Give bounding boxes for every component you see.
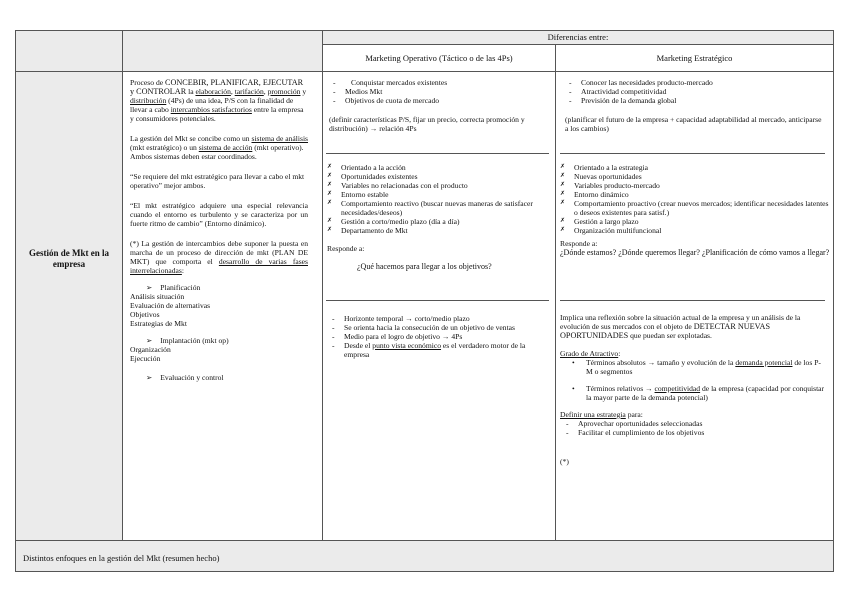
- operativo-cell: [322, 71, 556, 541]
- cross-icon: ✗: [560, 218, 566, 224]
- text: Medios Mkt: [345, 87, 383, 96]
- planif-item-4: Estrategias de Mkt: [130, 319, 187, 328]
- list-item: [330, 332, 548, 341]
- text: Comportamiento reactivo (buscar nuevas maneras de satisfacer necesidades/deseos): [341, 199, 533, 217]
- cross-icon: ✗: [327, 164, 333, 170]
- dash-icon: -: [332, 314, 335, 323]
- dash-icon: -: [333, 96, 336, 105]
- arrow-icon: ➢: [146, 336, 153, 345]
- cross-icon: ✗: [560, 191, 566, 197]
- text: es el verdadero motor de la empresa: [344, 341, 526, 359]
- text: Implica una reflexión sobre la situación actual de la empresa y un análisis de la evolución de sus mercados con el objeto de: [560, 313, 801, 331]
- list-item: [567, 78, 825, 87]
- operativo-list-3: [330, 314, 548, 359]
- text: Nuevas oportunidades: [574, 172, 642, 181]
- header-estrategico: [555, 44, 834, 72]
- list-item: [570, 358, 826, 376]
- text: Aprovechar oportunidades seleccionadas: [578, 419, 703, 428]
- impl-item-2: Ejecución: [130, 354, 161, 363]
- text-underlined: punto vista económico: [372, 341, 442, 350]
- operativo-section-3: [326, 314, 552, 359]
- list-item: [560, 163, 830, 172]
- grado-list: [560, 358, 826, 402]
- operativo-list-1: [327, 78, 549, 105]
- text: (*) La gestión de intercambios debe suponer la puesta en marcha de un proceso de dirección de mkt (PLAN DE MKT) que comporta el: [130, 239, 308, 266]
- text-underlined: desarrollo de varias fases interrelacionadas: [130, 257, 308, 275]
- text: Variables producto-mercado: [574, 181, 660, 190]
- list-item: [327, 163, 549, 172]
- text: (mkt operativo). Ambos sistemas deben estar coordinados.: [130, 143, 304, 161]
- operativo-list-2: [327, 163, 549, 235]
- cross-icon: ✗: [327, 182, 333, 188]
- cross-icon: ✗: [560, 182, 566, 188]
- estrategico-cell: [555, 71, 834, 541]
- header-estrategico-text: Marketing Estratégico: [656, 53, 733, 63]
- text: Facilitar el cumplimiento de los objetivos: [578, 428, 705, 437]
- definir-heading: [560, 410, 826, 419]
- text: Atractividad competitividad: [581, 87, 667, 96]
- cross-icon: ✗: [327, 173, 333, 179]
- operativo-divider-2: [326, 300, 549, 301]
- dash-icon: -: [569, 96, 572, 105]
- text: Departamento de Mkt: [341, 226, 408, 235]
- dash-icon: -: [566, 419, 569, 428]
- estrategico-list-1: [563, 78, 825, 105]
- definir-list: [560, 419, 826, 437]
- list-item: [560, 226, 830, 235]
- paragraph-definition: [130, 78, 308, 123]
- list-item: [560, 190, 830, 199]
- dash-icon: -: [569, 87, 572, 96]
- list-item: [327, 181, 549, 190]
- operativo-divider-1: [326, 153, 549, 154]
- header-operativo: [322, 44, 556, 72]
- text-caps: CONCEBIR, PLANIFICAR, EJECUTAR y CONTROLAR: [130, 78, 304, 96]
- row-label: Gestión de Mkt en la empresa: [29, 248, 109, 269]
- text: Entorno estable: [341, 190, 389, 199]
- text-underlined: Definir una estrategia: [560, 410, 626, 419]
- text: Términos absolutos → tamaño y evolución de la: [586, 358, 736, 367]
- footer-row: [15, 540, 834, 572]
- list-item: [331, 78, 549, 87]
- row-label-cell: [15, 71, 123, 541]
- list-item: [564, 428, 826, 437]
- text: :: [181, 266, 184, 275]
- estrategico-divider-1: [560, 153, 825, 154]
- dash-icon: -: [569, 78, 572, 87]
- text: :: [618, 349, 621, 358]
- header-diferencias-text: Diferencias entre:: [547, 32, 609, 42]
- header-empty-cell-left: [15, 30, 123, 72]
- list-item: [560, 181, 830, 190]
- text-underlined: demanda potencial: [735, 358, 793, 367]
- phase-title: Planificación: [160, 283, 201, 292]
- phase-title: Evaluación y control: [160, 373, 224, 382]
- text-underlined: elaboración: [195, 87, 231, 96]
- estrategico-star-note: (*): [560, 457, 569, 466]
- bullet-icon: •: [572, 384, 575, 393]
- cross-icon: ✗: [327, 227, 333, 233]
- text-underlined: sistema de acción: [198, 143, 253, 152]
- list-item: [330, 341, 548, 359]
- text: Medio para el logro de objetivo → 4Ps: [344, 332, 463, 341]
- phase-title: Implantación (mkt op): [160, 336, 229, 345]
- paragraph-systems: [130, 134, 308, 161]
- arrow-icon: ➢: [146, 283, 153, 292]
- text: Términos relativos →: [586, 384, 655, 393]
- text: Gestión a largo plazo: [574, 217, 639, 226]
- text: la: [186, 87, 196, 96]
- text: entre la empresa y consumidores potenciales.: [130, 105, 304, 123]
- dash-icon: -: [332, 332, 335, 341]
- estrategico-section-2: [560, 163, 830, 257]
- bullet-icon: •: [572, 358, 575, 367]
- text: Desde el: [344, 341, 373, 350]
- list-item: [560, 217, 830, 226]
- list-item: [564, 419, 826, 428]
- list-item: [327, 199, 549, 217]
- planif-item-2: Evaluación de alternativas: [130, 301, 211, 310]
- list-item: [560, 199, 830, 217]
- text-underlined: Grado de Atractivo: [560, 349, 619, 358]
- text: Gestión a corto/medio plazo (día a día): [341, 217, 460, 226]
- phase-planificacion: [130, 283, 308, 292]
- operativo-section-2: [323, 163, 553, 271]
- text: Se orienta hacia la consecución de un objetivo de ventas: [344, 323, 516, 332]
- dash-icon: -: [332, 323, 335, 332]
- text: para:: [625, 410, 643, 419]
- planif-item-1: Análisis situación: [130, 292, 185, 301]
- estrategico-divider-2: [560, 300, 825, 301]
- text: Comportamiento proactivo (crear nuevos mercados; identificar necesidades latentes o deseos existentes para satisf.): [574, 199, 829, 217]
- list-item: [570, 384, 826, 402]
- cross-icon: ✗: [327, 200, 333, 206]
- text: de la empresa (capacidad por conquistar la mayor parte de la demanda potencial): [586, 384, 825, 402]
- paragraph-quote-2: “El mkt estratégico adquiere una especial relevancia cuando el entorno es turbulento y se caracteriza por un fuerte ritmo de cambio” (Entorno dinámico).: [130, 201, 308, 228]
- header-operativo-text: Marketing Operativo (Táctico o de las 4Ps): [365, 53, 513, 63]
- header-diferencias: [322, 30, 834, 45]
- list-item: [330, 323, 548, 332]
- text: (mkt estratégico) o un: [130, 143, 199, 152]
- list-item: [567, 96, 825, 105]
- text: Orientado a la acción: [341, 163, 406, 172]
- list-item: [327, 226, 549, 235]
- list-item: [327, 190, 549, 199]
- text-underlined: promoción: [267, 87, 301, 96]
- estrategico-responde: Responde a:: [560, 239, 598, 248]
- text: Horizonte temporal → corto/medio plazo: [344, 314, 470, 323]
- list-item: [331, 96, 549, 105]
- text-underlined: sistema de análisis: [251, 134, 309, 143]
- text-underlined: distribución: [130, 96, 167, 105]
- dash-icon: -: [333, 87, 336, 96]
- cross-icon: ✗: [560, 164, 566, 170]
- list-item: [331, 87, 549, 96]
- operativo-question: ¿Qué hacemos para llegar a los objetivos?: [357, 262, 492, 271]
- impl-item-1: Organización: [130, 345, 171, 354]
- footer-text: Distintos enfoques en la gestión del Mkt (resumen hecho): [23, 553, 220, 563]
- text: Previsión de la demanda global: [581, 96, 677, 105]
- cross-icon: ✗: [560, 173, 566, 179]
- text: que puedan ser explotadas.: [628, 331, 712, 340]
- list-item: [567, 87, 825, 96]
- text: La gestión del Mkt se concibe como un: [130, 134, 252, 143]
- operativo-responde: Responde a:: [327, 244, 365, 253]
- text: ,: [263, 87, 268, 96]
- list-item: [327, 172, 549, 181]
- dash-icon: -: [566, 428, 569, 437]
- grado-heading: [560, 349, 826, 358]
- text: de los P-M o segmentos: [586, 358, 821, 376]
- text: (4Ps) de una idea, P/S con la finalidad de llevar a cabo: [130, 96, 294, 114]
- estrategico-section-3: [560, 313, 826, 466]
- list-item: [327, 217, 549, 226]
- text-caps: DETECTAR NUEVAS OPORTUNIDADES: [560, 322, 770, 340]
- text: ,: [230, 87, 235, 96]
- planif-item-3: Objetivos: [130, 310, 160, 319]
- text: Conquistar mercados existentes: [351, 78, 448, 87]
- text: Objetivos de cuota de mercado: [345, 96, 440, 105]
- text: Entorno dinámico: [574, 190, 629, 199]
- paragraph-plan: [130, 239, 308, 275]
- cross-icon: ✗: [560, 200, 566, 206]
- text: Conocer las necesidades producto-mercado: [581, 78, 713, 87]
- text: Proceso de: [130, 78, 166, 87]
- cross-icon: ✗: [327, 218, 333, 224]
- paragraph-quote-1: “Se requiere del mkt estratégico para llevar a cabo el mkt operativo” mejor ambos.: [130, 172, 305, 190]
- list-item: [560, 172, 830, 181]
- header-empty-cell-mid: [122, 30, 323, 72]
- phase-evaluacion: [130, 373, 308, 382]
- estrategico-question: ¿Dónde estamos? ¿Dónde queremos llegar? ¿Planificación de cómo vamos a llegar?: [560, 248, 830, 257]
- cross-icon: ✗: [327, 191, 333, 197]
- text-underlined: intercambios satisfactorios: [170, 105, 252, 114]
- estrategico-paragraph: [560, 313, 826, 340]
- text: Organización multifuncional: [574, 226, 662, 235]
- dash-icon: -: [332, 341, 335, 350]
- text-underlined: competitividad: [654, 384, 701, 393]
- text: Oportunidades existentes: [341, 172, 418, 181]
- operativo-note: (definir características P/S, fijar un precio, correcta promoción y distribución) → relación 4Ps: [329, 115, 525, 133]
- text: y: [300, 87, 307, 96]
- text-underlined: tarifación: [234, 87, 264, 96]
- estrategico-note: (planificar el futuro de la empresa + capacidad adaptabilidad al mercado, anticiparse a los cambios): [565, 115, 822, 133]
- left-description-cell: [122, 71, 323, 541]
- cross-icon: ✗: [560, 227, 566, 233]
- estrategico-list-2: [560, 163, 830, 235]
- dash-icon: -: [333, 78, 336, 87]
- text: Variables no relacionadas con el producto: [341, 181, 468, 190]
- phase-implantacion: [130, 336, 308, 345]
- list-item: [330, 314, 548, 323]
- arrow-icon: ➢: [146, 373, 153, 382]
- text: Orientado a la estrategia: [574, 163, 649, 172]
